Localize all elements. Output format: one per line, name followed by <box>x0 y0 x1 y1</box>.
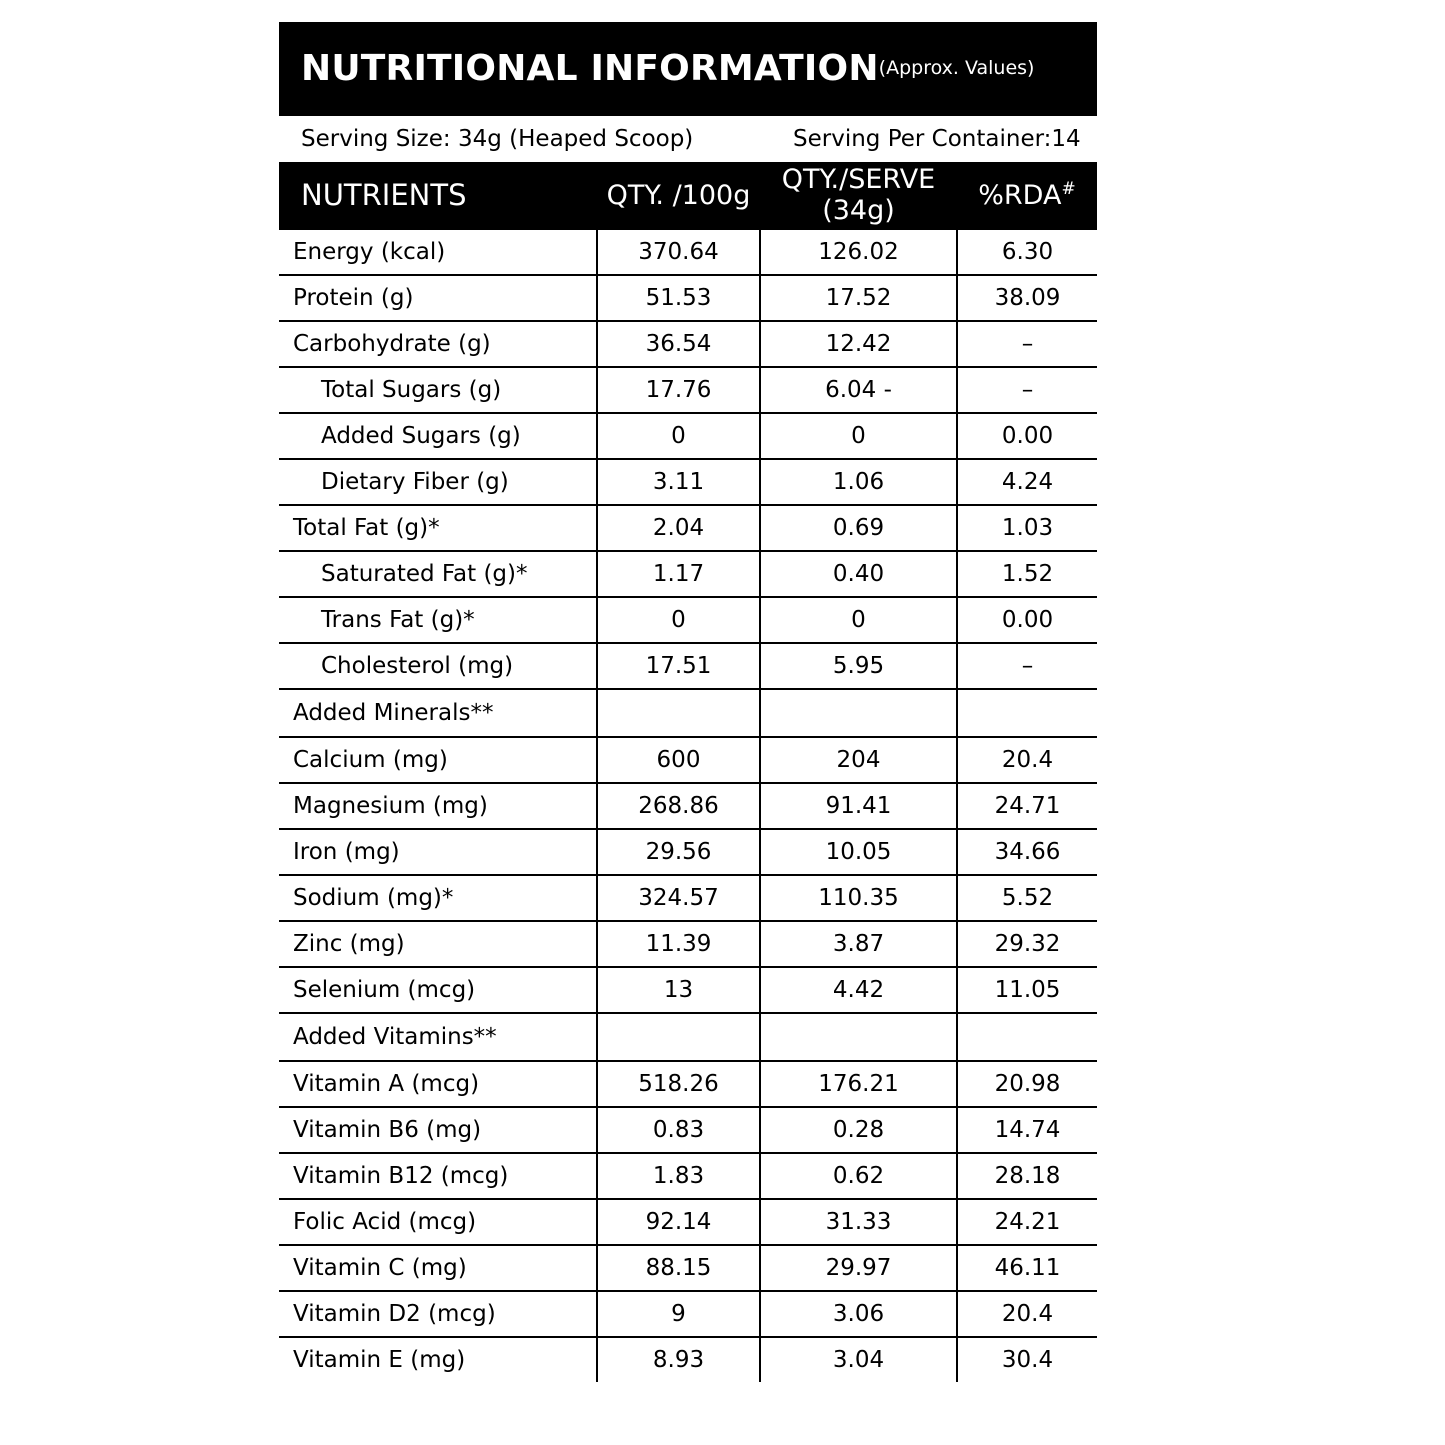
nutrient-name: Dietary Fiber (g) <box>279 459 597 505</box>
nutrient-value-per-100g: 0 <box>597 597 760 643</box>
nutrient-name: Trans Fat (g)* <box>279 597 597 643</box>
nutrient-value-rda: 24.71 <box>957 783 1097 829</box>
table-row <box>279 1013 1097 1061</box>
nutrient-value-per-100g: 88.15 <box>597 1245 760 1291</box>
nutrient-value-per-serve: 0.28 <box>760 1107 957 1153</box>
nutrient-value-per-100g <box>597 689 760 737</box>
table-header-row <box>279 162 1097 229</box>
table-row <box>279 1245 1097 1291</box>
nutrient-value-per-100g: 518.26 <box>597 1061 760 1107</box>
nutrient-name: Magnesium (mg) <box>279 783 597 829</box>
nutrient-name: Added Sugars (g) <box>279 413 597 459</box>
nutrient-value-per-serve: 10.05 <box>760 829 957 875</box>
nutrient-value-per-serve: 176.21 <box>760 1061 957 1107</box>
nutrient-value-per-100g: 600 <box>597 737 760 783</box>
table-row <box>279 597 1097 643</box>
nutrition-title-bar <box>279 22 1097 116</box>
nutrient-value-rda: 20.4 <box>957 737 1097 783</box>
table-header <box>279 162 1097 229</box>
nutrient-value-per-100g: 1.83 <box>597 1153 760 1199</box>
nutrient-value-per-serve: 3.04 <box>760 1337 957 1382</box>
table-body <box>279 229 1097 1382</box>
table-row <box>279 921 1097 967</box>
nutrient-value-per-100g: 370.64 <box>597 229 760 275</box>
table-row <box>279 967 1097 1013</box>
nutrient-value-rda: 5.52 <box>957 875 1097 921</box>
nutrient-value-per-100g: 13 <box>597 967 760 1013</box>
column-header-rda-label: %RDA <box>978 180 1062 211</box>
table-row <box>279 1199 1097 1245</box>
nutrient-value-per-100g: 92.14 <box>597 1199 760 1245</box>
nutrient-value-per-serve: 0 <box>760 597 957 643</box>
nutrient-name: Added Minerals** <box>279 689 597 737</box>
nutrient-value-per-100g: 324.57 <box>597 875 760 921</box>
nutrient-value-rda: 20.98 <box>957 1061 1097 1107</box>
nutrient-name: Folic Acid (mcg) <box>279 1199 597 1245</box>
column-header-rda-superscript: # <box>1061 179 1076 199</box>
column-header-qty-serve: QTY./SERVE (34g) <box>781 164 936 226</box>
table-row <box>279 1337 1097 1382</box>
nutrient-name: Carbohydrate (g) <box>279 321 597 367</box>
nutrient-value-per-100g <box>597 1013 760 1061</box>
nutrient-value-per-serve <box>760 1013 957 1061</box>
nutrient-value-per-100g: 0 <box>597 413 760 459</box>
nutrient-name: Vitamin E (mg) <box>279 1337 597 1382</box>
table-row <box>279 1291 1097 1337</box>
table-row <box>279 783 1097 829</box>
nutrient-name: Protein (g) <box>279 275 597 321</box>
nutrient-value-per-100g: 17.51 <box>597 643 760 689</box>
nutrient-name: Sodium (mg)* <box>279 875 597 921</box>
nutrient-value-rda: – <box>957 643 1097 689</box>
nutrient-value-per-serve: 6.04 - <box>760 367 957 413</box>
nutrient-value-rda <box>957 689 1097 737</box>
nutrient-value-rda: 14.74 <box>957 1107 1097 1153</box>
table-row <box>279 829 1097 875</box>
table-row <box>279 875 1097 921</box>
serving-size-label: Serving Size: 34g (Heaped Scoop) <box>301 126 694 152</box>
table-row <box>279 505 1097 551</box>
nutrient-name: Vitamin C (mg) <box>279 1245 597 1291</box>
nutrient-name: Vitamin B12 (mcg) <box>279 1153 597 1199</box>
nutrition-panel <box>279 22 1097 1382</box>
table-row <box>279 1107 1097 1153</box>
nutrient-value-per-100g: 9 <box>597 1291 760 1337</box>
nutrient-name: Cholesterol (mg) <box>279 643 597 689</box>
page-subtitle: (Approx. Values) <box>878 56 1035 79</box>
nutrient-value-rda: 6.30 <box>957 229 1097 275</box>
table-row <box>279 367 1097 413</box>
table-row <box>279 1153 1097 1199</box>
nutrient-value-rda: 28.18 <box>957 1153 1097 1199</box>
nutrient-name: Total Sugars (g) <box>279 367 597 413</box>
nutrient-value-rda: 38.09 <box>957 275 1097 321</box>
nutrient-value-per-serve: 29.97 <box>760 1245 957 1291</box>
nutrient-name: Saturated Fat (g)* <box>279 551 597 597</box>
nutrient-value-per-serve: 0.62 <box>760 1153 957 1199</box>
nutrient-value-rda: 34.66 <box>957 829 1097 875</box>
nutrient-value-per-100g: 1.17 <box>597 551 760 597</box>
nutrient-name: Energy (kcal) <box>279 229 597 275</box>
nutrient-value-rda: 20.4 <box>957 1291 1097 1337</box>
nutrient-name: Vitamin B6 (mg) <box>279 1107 597 1153</box>
nutrient-value-per-serve: 3.06 <box>760 1291 957 1337</box>
serving-info-row <box>279 116 1097 162</box>
column-header-nutrients: NUTRIENTS <box>301 178 467 212</box>
nutrient-value-per-serve: 4.42 <box>760 967 957 1013</box>
nutrient-value-rda: – <box>957 367 1097 413</box>
nutrient-value-rda: 24.21 <box>957 1199 1097 1245</box>
nutrient-name: Zinc (mg) <box>279 921 597 967</box>
serving-per-container-label: Serving Per Container:14 <box>793 126 1081 152</box>
nutrient-value-rda: 46.11 <box>957 1245 1097 1291</box>
nutrient-value-per-100g: 29.56 <box>597 829 760 875</box>
nutrient-value-per-100g: 17.76 <box>597 367 760 413</box>
nutrient-value-per-100g: 2.04 <box>597 505 760 551</box>
nutrient-value-per-serve: 110.35 <box>760 875 957 921</box>
nutrient-name: Vitamin A (mcg) <box>279 1061 597 1107</box>
nutrient-value-per-100g: 51.53 <box>597 275 760 321</box>
table-row <box>279 551 1097 597</box>
nutrient-value-per-serve: 12.42 <box>760 321 957 367</box>
table-row <box>279 689 1097 737</box>
nutrient-value-per-serve: 31.33 <box>760 1199 957 1245</box>
nutrient-value-rda: 29.32 <box>957 921 1097 967</box>
nutrient-value-rda: 1.52 <box>957 551 1097 597</box>
nutrient-value-rda: 0.00 <box>957 413 1097 459</box>
nutrient-value-rda: 30.4 <box>957 1337 1097 1382</box>
table-row <box>279 275 1097 321</box>
table-row <box>279 643 1097 689</box>
nutrient-value-per-100g: 268.86 <box>597 783 760 829</box>
nutrient-value-per-serve: 17.52 <box>760 275 957 321</box>
table-row <box>279 321 1097 367</box>
nutrient-value-rda <box>957 1013 1097 1061</box>
nutrient-value-per-serve: 0.69 <box>760 505 957 551</box>
nutrient-value-rda: – <box>957 321 1097 367</box>
nutrient-value-rda: 1.03 <box>957 505 1097 551</box>
nutrient-name: Added Vitamins** <box>279 1013 597 1061</box>
nutrient-value-rda: 4.24 <box>957 459 1097 505</box>
nutrient-value-per-serve: 126.02 <box>760 229 957 275</box>
nutrient-value-per-serve: 91.41 <box>760 783 957 829</box>
nutrition-table <box>279 162 1097 1382</box>
nutrient-name: Total Fat (g)* <box>279 505 597 551</box>
nutrient-value-per-100g: 11.39 <box>597 921 760 967</box>
column-header-qty-100g: QTY. /100g <box>606 179 751 211</box>
nutrient-value-per-100g: 3.11 <box>597 459 760 505</box>
nutrient-name: Selenium (mcg) <box>279 967 597 1013</box>
nutrient-name: Calcium (mg) <box>279 737 597 783</box>
page-title: NUTRITIONAL INFORMATION <box>301 48 879 89</box>
nutrient-value-per-serve: 204 <box>760 737 957 783</box>
nutrient-value-per-serve: 5.95 <box>760 643 957 689</box>
column-header-rda <box>957 162 1097 229</box>
nutrient-value-rda: 11.05 <box>957 967 1097 1013</box>
table-row <box>279 737 1097 783</box>
nutrient-value-per-serve: 0.40 <box>760 551 957 597</box>
table-row <box>279 229 1097 275</box>
nutrient-value-per-serve <box>760 689 957 737</box>
table-row <box>279 459 1097 505</box>
table-row <box>279 413 1097 459</box>
nutrient-value-per-serve: 3.87 <box>760 921 957 967</box>
table-row <box>279 1061 1097 1107</box>
nutrient-value-per-100g: 36.54 <box>597 321 760 367</box>
nutrient-name: Vitamin D2 (mcg) <box>279 1291 597 1337</box>
nutrient-value-rda: 0.00 <box>957 597 1097 643</box>
nutrient-value-per-serve: 0 <box>760 413 957 459</box>
nutrient-name: Iron (mg) <box>279 829 597 875</box>
nutrient-value-per-100g: 0.83 <box>597 1107 760 1153</box>
nutrient-value-per-serve: 1.06 <box>760 459 957 505</box>
nutrient-value-per-100g: 8.93 <box>597 1337 760 1382</box>
